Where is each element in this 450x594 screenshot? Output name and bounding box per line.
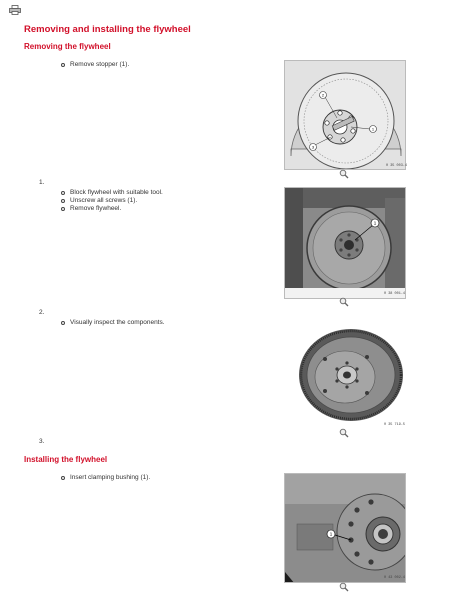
figure-code: 0 35 719-5 (384, 423, 406, 427)
magnifier-icon[interactable] (339, 297, 349, 307)
callout-label: 1 (373, 220, 377, 226)
bullet-icon (61, 321, 65, 325)
list-item: Remove flywheel. (61, 205, 163, 213)
list-item: Insert clamping bushing (1). (61, 474, 150, 482)
stopper-drawing (285, 61, 406, 170)
figure-clamping-bushing[interactable] (284, 473, 406, 583)
bullet-icon (61, 476, 65, 480)
clamping-bushing-photo (285, 474, 406, 583)
magnifier-icon[interactable] (339, 169, 349, 179)
step-list (61, 474, 150, 482)
step-list (61, 61, 129, 69)
flywheel-mounted-photo (285, 188, 406, 299)
figure-code: 0 43 002-4 (384, 576, 406, 580)
bullet-icon (61, 207, 65, 211)
callout-label: 1 (329, 531, 333, 537)
figure-flywheel[interactable] (284, 318, 406, 430)
step-number: 1. (39, 179, 45, 186)
figure-stopper[interactable] (284, 60, 406, 170)
figure-code: 0 38 001-4 (384, 292, 406, 296)
callout-label: 1 (371, 126, 375, 132)
bullet-icon (61, 199, 65, 203)
magnifier-icon[interactable] (339, 582, 349, 592)
flywheel-photo (285, 319, 406, 430)
bullet-icon (61, 191, 65, 195)
list-item: Unscrew all screws (1). (61, 197, 163, 205)
figure-code: 0 35 003-4 (386, 164, 408, 168)
section-heading-removing: Removing the flywheel (24, 42, 111, 51)
list-item: Block flywheel with suitable tool. (61, 189, 163, 197)
figure-flywheel-mounted[interactable] (284, 187, 406, 299)
printer-icon[interactable] (9, 5, 21, 15)
list-item: Remove stopper (1). (61, 61, 129, 69)
page-title: Removing and installing the flywheel (24, 24, 191, 35)
list-item: Visually inspect the components. (61, 319, 165, 327)
callout-label: 2 (321, 92, 325, 98)
step-number: 3. (39, 438, 45, 445)
section-heading-installing: Installing the flywheel (24, 455, 108, 464)
callout-label: 3 (311, 144, 315, 150)
step-number: 2. (39, 309, 45, 316)
step-list (61, 319, 165, 327)
magnifier-icon[interactable] (339, 428, 349, 438)
step-list (61, 189, 163, 213)
bullet-icon (61, 63, 65, 67)
